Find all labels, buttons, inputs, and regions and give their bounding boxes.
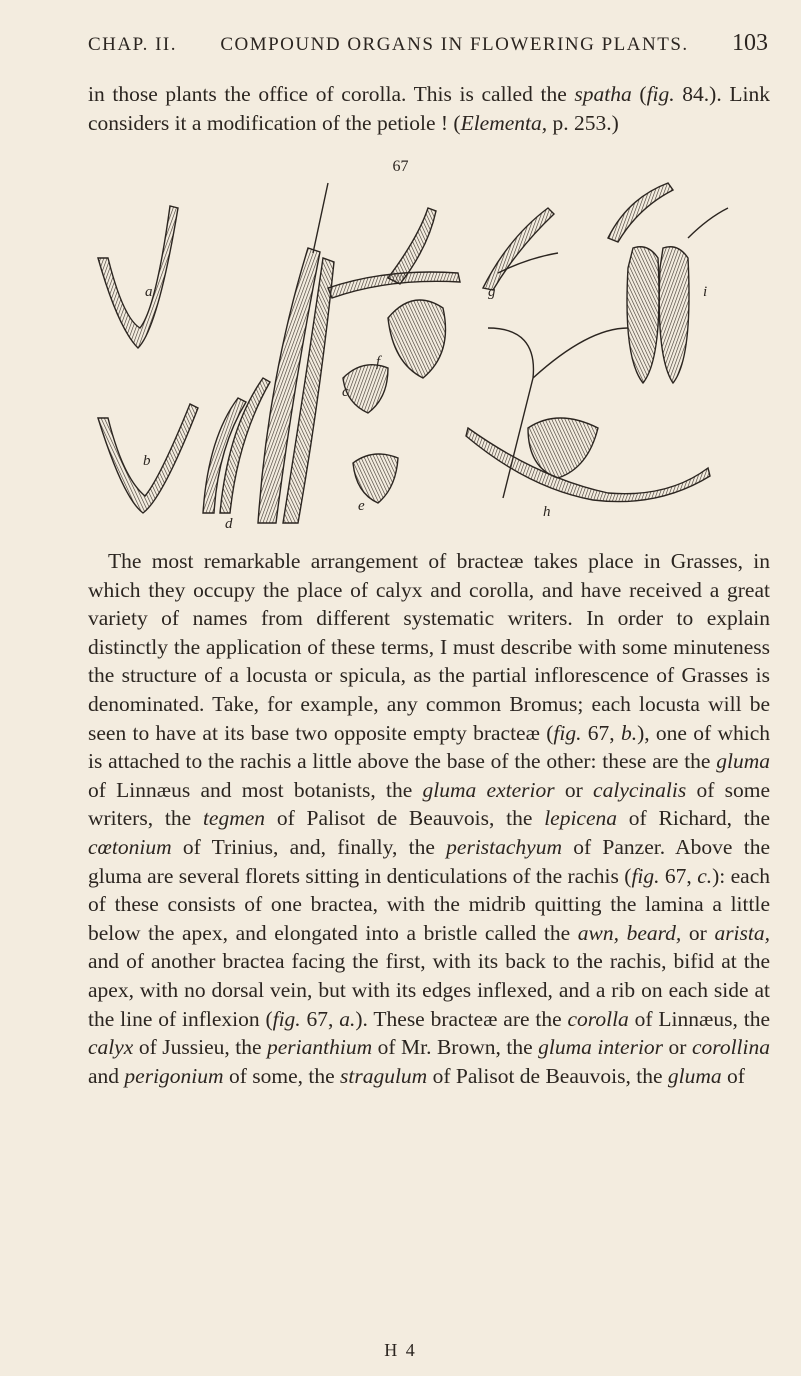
label-h: h bbox=[543, 504, 551, 520]
term-tegmen: tegmen bbox=[202, 806, 266, 831]
term-beard: beard, bbox=[626, 920, 682, 945]
running-head bbox=[88, 30, 768, 57]
term-coetonium: cœtonium bbox=[88, 834, 172, 859]
running-title: COMPOUND ORGANS IN FLOWERING PLANTS. bbox=[220, 34, 689, 55]
term-corollina: corollina bbox=[691, 1035, 771, 1060]
main-paragraph: The most remarkable arrangement of bracteæ takes place in Grasses, in which they occupy the place of calyx and corolla, and have received a great variety of names from different systematic writers. In order to explain distinctly the application of these terms, I must describe with some minuteness the structure of a locusta or spicula, as the partial inflorescence of Grasses is denominated. Take, for example, any common Bromus; each locusta will be seen to have at its base two opposite empty bracteæ (fig. 67, b.), one of which is attached to the rachis a little above the base of the other: these are the gluma of Linnæus and most botanists, the gluma exterior or calycinalis of some writers, the tegmen of Palisot de Beauvois, the lepicena of Richard, the cœtonium of Trinius, and, finally, the peristachyum of Panzer. Above the gluma are several florets sitting in denticulations of the rachis (fig. 67, c.): each of these consists of one bractea, with the midrib quitting the lamina a little below the apex, and elongated into a bristle called the awn, beard, or arista, and of another bractea facing the first, with its back to the rachis, bifid at the apex, with no dorsal vein, but with its edges inflexed, and a rib on each side at the line of inflexion (fig. 67, a.). These bracteæ are the corolla of Linnæus, the calyx of Jussieu, the perianthium of Mr. Brown, the gluma interior or corollina and perigonium of some, the stragulum of Palisot de Beauvois, the gluma of bbox=[88, 549, 771, 1088]
term-perianthium: perianthium bbox=[267, 1035, 373, 1060]
term-calyx: calyx bbox=[88, 1035, 134, 1060]
grass-spikelet-illustration bbox=[88, 178, 768, 533]
term-stragulum: stragulum bbox=[340, 1063, 428, 1088]
label-f: f bbox=[376, 354, 381, 370]
ref-elementa: Elementa, bbox=[460, 110, 548, 135]
figure-number: 67 bbox=[392, 158, 409, 175]
term-perigonium: perigonium bbox=[124, 1063, 224, 1088]
label-g: g bbox=[488, 284, 496, 300]
term-spatha: spatha bbox=[574, 82, 632, 106]
page-number: 103 bbox=[732, 30, 768, 56]
term-gluma-last: gluma bbox=[667, 1063, 722, 1088]
signature-mark: H 4 bbox=[384, 1340, 417, 1360]
label-b: b bbox=[143, 453, 151, 469]
term-gluma-exterior: gluma exterior bbox=[422, 777, 555, 802]
term-arista: arista, bbox=[714, 920, 770, 945]
term-calycinalis: calycinalis bbox=[593, 777, 687, 802]
botanical-figure bbox=[88, 178, 768, 533]
chapter-label: CHAP. II. bbox=[88, 34, 177, 55]
label-c: c bbox=[342, 384, 349, 400]
term-gluma-interior: gluma interior bbox=[538, 1035, 664, 1060]
term-corolla: corolla bbox=[567, 1006, 629, 1031]
label-d: d bbox=[225, 516, 233, 532]
term-peristachyum: peristachyum bbox=[446, 834, 562, 859]
term-lepicena: lepicena bbox=[544, 806, 618, 831]
label-e: e bbox=[358, 498, 365, 514]
label-a: a bbox=[145, 284, 153, 300]
term-gluma: gluma bbox=[716, 749, 770, 774]
label-i: i bbox=[703, 284, 708, 300]
term-awn: awn, bbox=[577, 920, 619, 945]
intro-paragraph: in those plants the office of corolla. This is called the spatha (fig. 84.). Link considers it a modification of the petiole ! (Elementa, p. 253.) bbox=[88, 82, 770, 135]
